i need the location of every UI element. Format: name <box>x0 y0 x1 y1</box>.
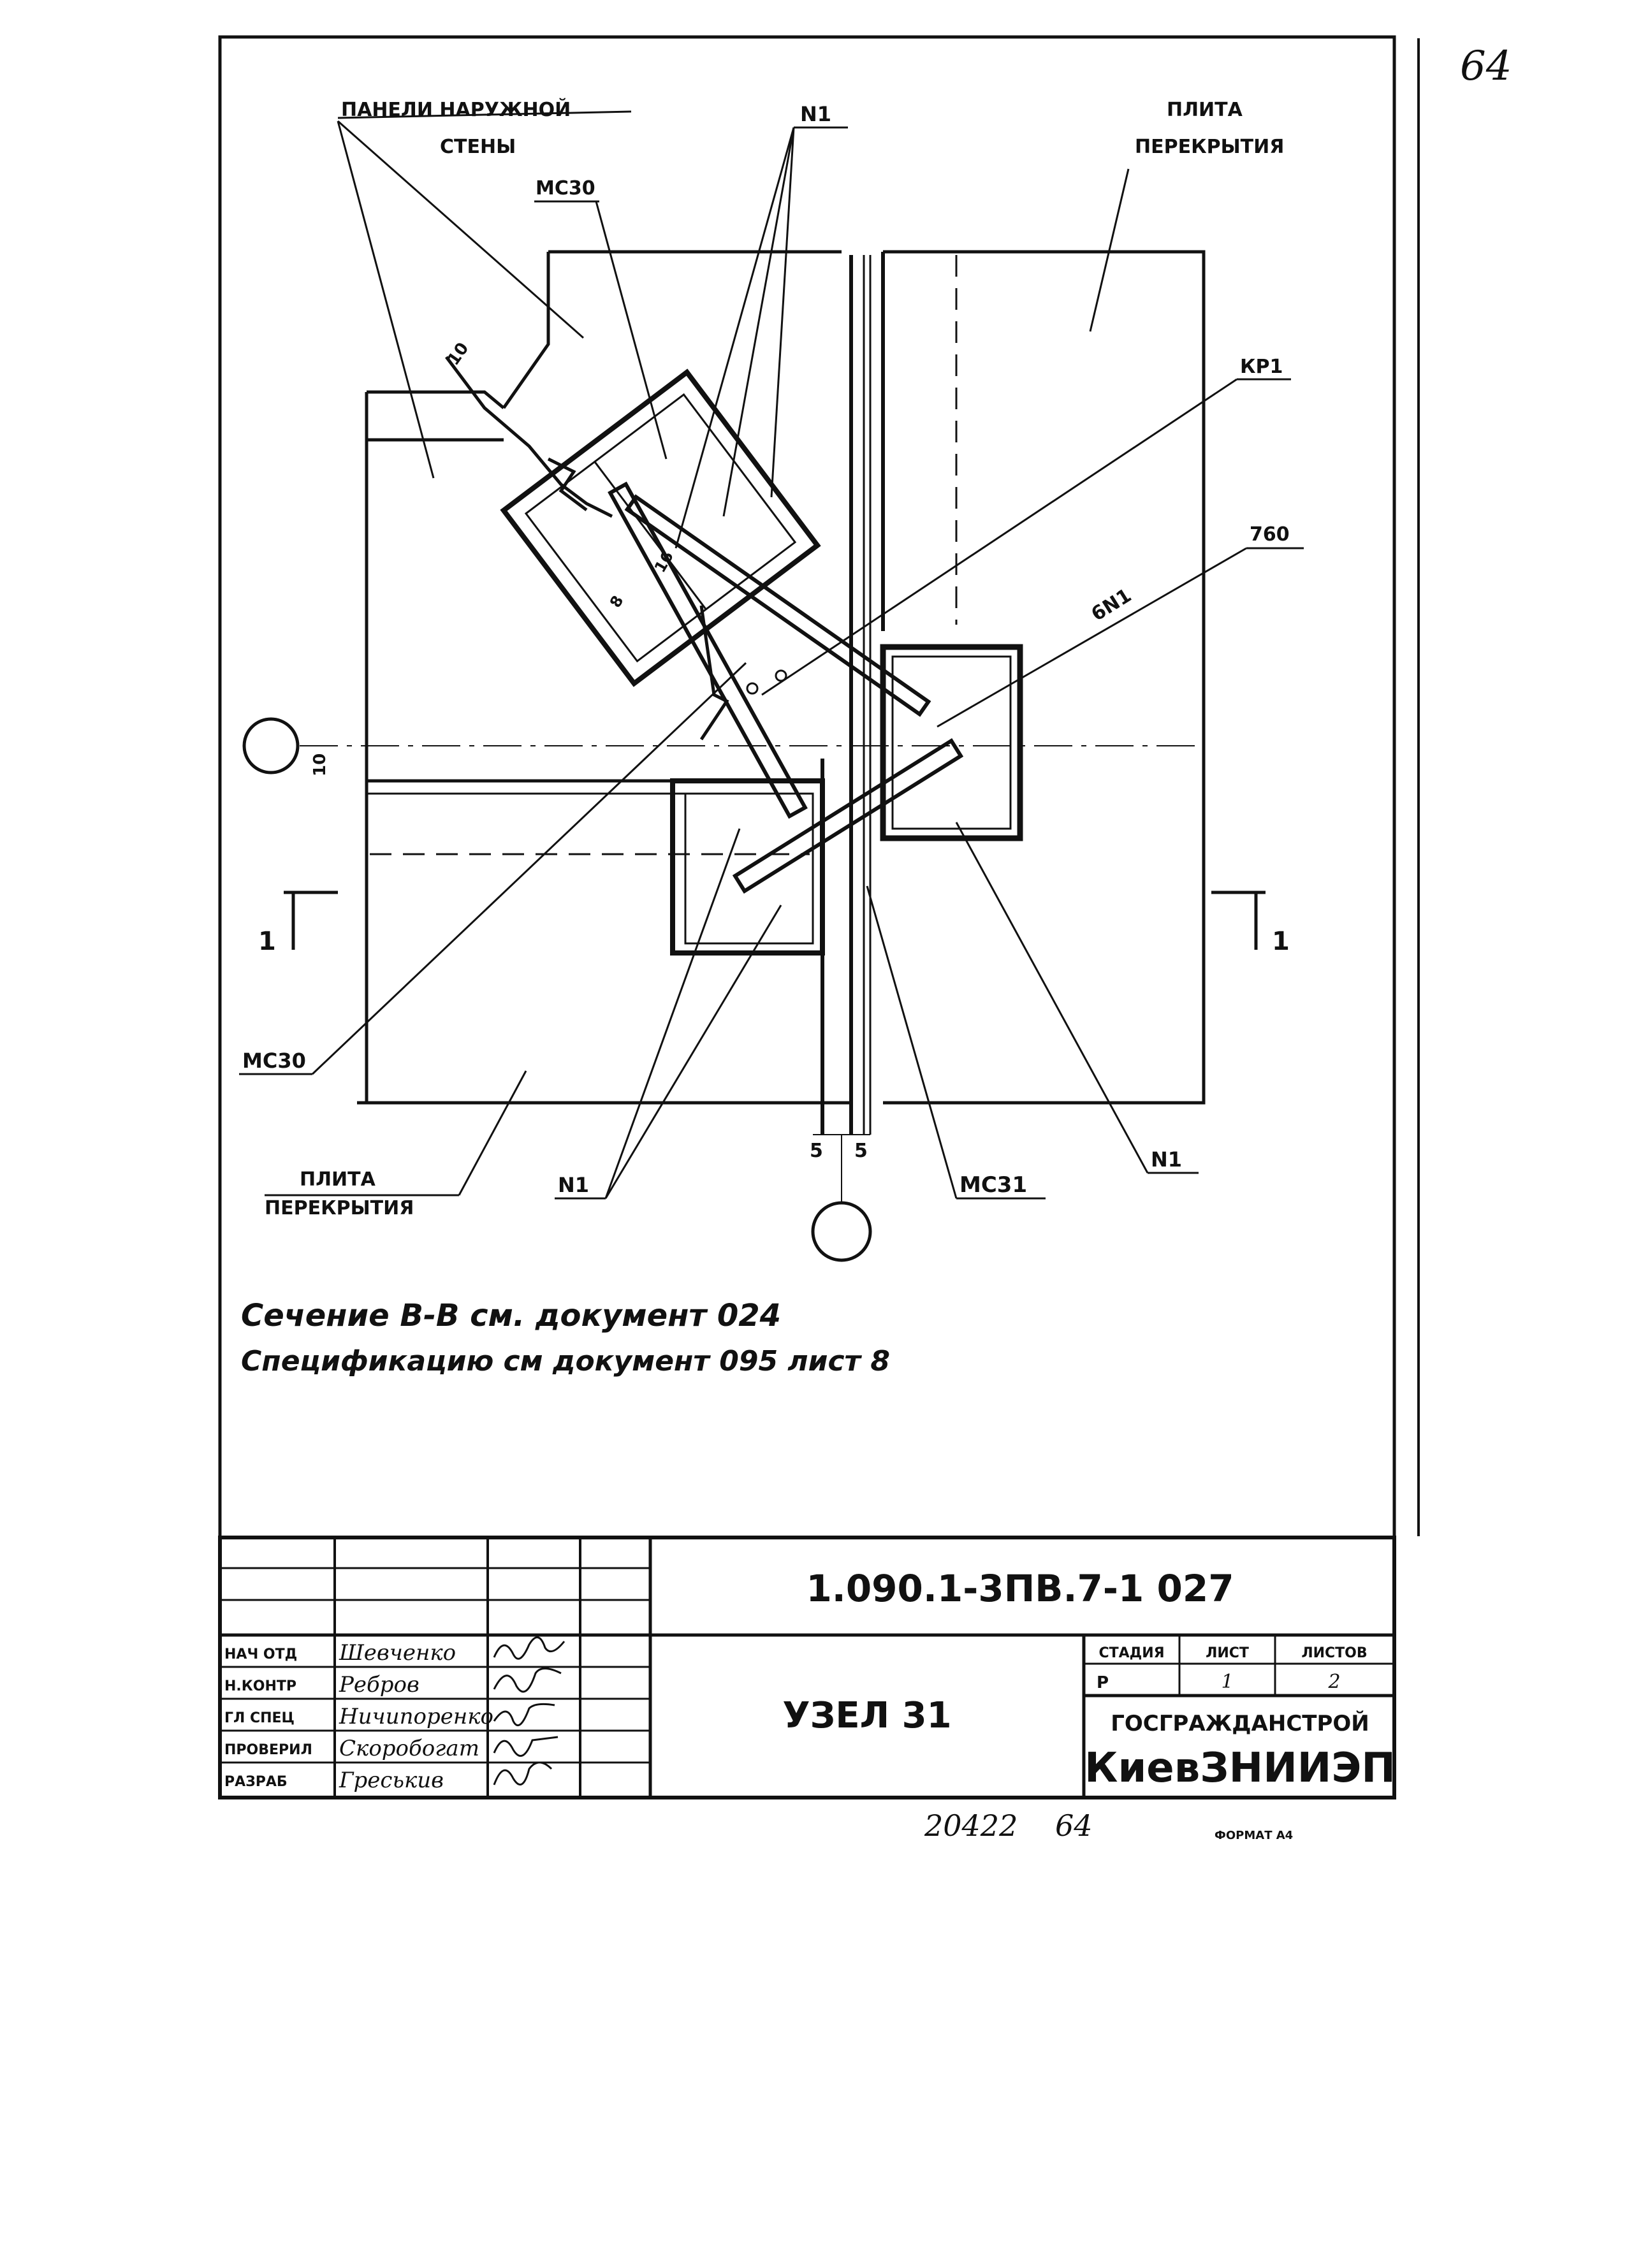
sheet-frame <box>220 37 1394 1798</box>
sheet-value: 1 <box>1221 1671 1234 1693</box>
name-head-of-dept: Шевченко <box>339 1640 456 1666</box>
sheets-header: ЛИСТОВ <box>1301 1645 1368 1661</box>
signature-5 <box>494 1763 551 1785</box>
role-norm-control: Н.КОНТР <box>224 1678 296 1694</box>
label-n1-right: N1 <box>1151 1147 1183 1172</box>
label-weld-8: 8 <box>606 592 627 611</box>
stage-value: Р <box>1097 1673 1109 1692</box>
name-chief-specialist: Ничипоренко <box>339 1704 494 1729</box>
page-mark: 64 <box>1460 43 1512 90</box>
signature-1 <box>494 1638 564 1659</box>
label-section-left: 1 <box>258 927 276 956</box>
anchor-bolt-nut <box>548 459 587 510</box>
note-specification: Спецификацию см документ 095 лист 8 <box>241 1345 890 1378</box>
label-mc30-left: МС30 <box>242 1049 306 1073</box>
label-slab-top-line2: ПЕРЕКРЫТИЯ <box>1135 136 1285 158</box>
role-checked: ПРОВЕРИЛ <box>224 1742 312 1758</box>
label-mc31: МС31 <box>959 1172 1028 1198</box>
slab-right-outline <box>883 252 1204 1103</box>
org-institute: КиевЗНИИЭП <box>1084 1745 1396 1792</box>
inventory-number: 20422 <box>924 1808 1018 1843</box>
signature-3 <box>494 1704 555 1725</box>
bar-mc31 <box>735 741 961 891</box>
doc-code: 1.090.1-3ПВ.7-1 027 <box>806 1567 1234 1610</box>
label-760: 760 <box>1250 523 1290 546</box>
label-n1-top: N1 <box>800 102 832 126</box>
label-slab-bottom-line2: ПЕРЕКРЫТИЯ <box>265 1197 414 1219</box>
label-dim-5-left: 5 <box>810 1140 823 1162</box>
paper-format: ФОРМАТ А4 <box>1215 1829 1294 1842</box>
footer-page: 64 <box>1055 1808 1093 1843</box>
leader-n1-top-a <box>676 127 794 548</box>
leader-slab-bottom <box>459 1071 526 1195</box>
label-dim-10-top: 10 <box>444 339 473 370</box>
label-dim-5-right: 5 <box>854 1140 868 1162</box>
leader-mc30-left <box>312 663 746 1074</box>
leader-n1-top-c <box>771 127 794 497</box>
leader-panels-a <box>338 121 434 478</box>
label-panels-line2: СТЕНЫ <box>440 136 516 158</box>
leader-n1-bottom-a <box>606 905 781 1198</box>
label-6n1: 6N1 <box>1087 584 1135 626</box>
role-developed: РАЗРАБ <box>224 1774 288 1790</box>
name-developed: Греськив <box>339 1768 444 1793</box>
weld-dot-1 <box>747 683 757 694</box>
embedded-part-outline <box>504 372 817 683</box>
stage-header: СТАДИЯ <box>1098 1645 1165 1661</box>
leader-n1-right <box>956 822 1148 1173</box>
note-section: Сечение В-В см. документ 024 <box>241 1298 782 1334</box>
name-checked: Скоробогат <box>339 1736 479 1761</box>
leader-mc31 <box>867 886 956 1198</box>
label-weld-16: 16 <box>650 548 677 576</box>
embedded-part-tilted <box>504 372 817 683</box>
role-chief-specialist: ГЛ СПЕЦ <box>224 1710 295 1726</box>
node-title: УЗЕЛ 31 <box>782 1695 952 1736</box>
org-ministry: ГОСГРАЖДАНСТРОЙ <box>1111 1711 1369 1736</box>
leader-mc30-top <box>596 201 666 459</box>
node-drawing-body <box>239 98 1304 1260</box>
title-block <box>220 1537 1396 1798</box>
name-norm-control: Ребров <box>339 1672 420 1697</box>
bar-mc31-body <box>735 741 961 891</box>
label-kp1: КР1 <box>1240 356 1283 378</box>
sheets-value: 2 <box>1328 1671 1341 1693</box>
sheet-header: ЛИСТ <box>1206 1645 1249 1661</box>
signature-4 <box>494 1737 558 1756</box>
axis-marker-left <box>244 719 298 773</box>
panel-chamfer <box>504 252 548 408</box>
label-mc30-top: МС30 <box>536 177 595 200</box>
label-panels-line1: ПАНЕЛИ НАРУЖНОЙ <box>341 99 571 121</box>
label-section-right: 1 <box>1272 927 1290 956</box>
leader-n1-top-b <box>724 127 794 516</box>
label-dim-10-left: 10 <box>310 753 330 776</box>
signature-2 <box>494 1669 561 1692</box>
axis-marker-bottom <box>813 1203 870 1260</box>
label-n1-bottom: N1 <box>558 1173 590 1197</box>
label-slab-top-line1: ПЛИТА <box>1167 99 1243 121</box>
label-slab-bottom-line1: ПЛИТА <box>300 1168 376 1191</box>
role-head-of-dept: НАЧ ОТД <box>224 1646 298 1662</box>
leader-760 <box>937 548 1246 727</box>
